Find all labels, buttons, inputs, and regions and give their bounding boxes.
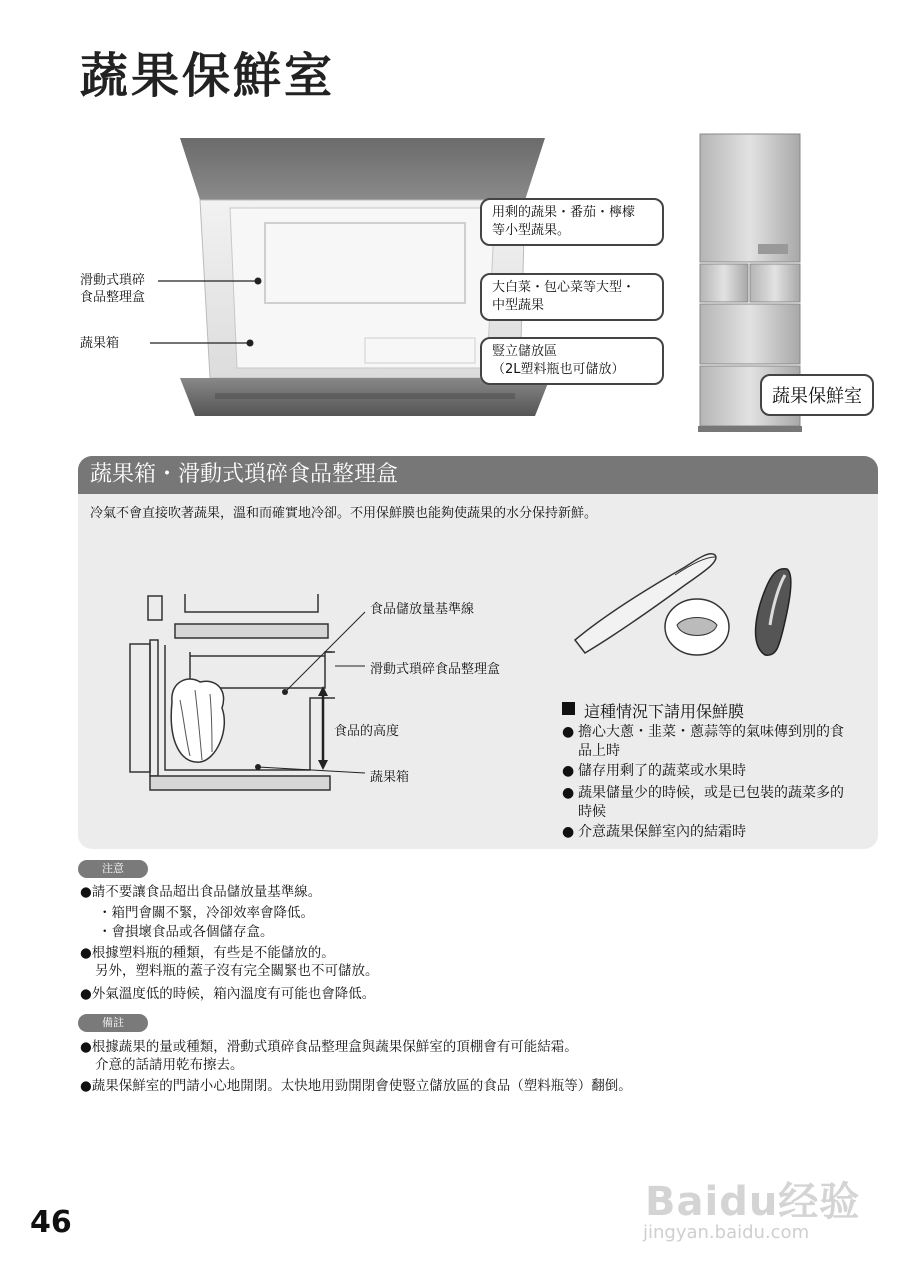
watermark-url: jingyan.baidu.com [643,1222,810,1243]
caution-line: ・箱門會關不緊，冷卻效率會降低。 [98,905,314,921]
watermark-brand: Baidu经验 [645,1179,861,1225]
caution-line: 另外，塑料瓶的蓋子沒有完全關緊也不可儲放。 [95,963,379,979]
wrap-item: ● 蔬果儲量少的時候，或是已包裝的蔬菜多的 時候 [562,785,844,820]
bullet-dot: ● [562,724,575,740]
remark-line: 介意的話請用乾布擦去。 [95,1057,244,1073]
fridge-compartment-label: 蔬果保鮮室 [760,374,874,416]
label-baseline: 食品儲放量基準線 [370,602,475,617]
section-title: 蔬果箱・滑動式瑣碎食品整理盒 [78,456,878,494]
label-food-height: 食品的高度 [334,724,400,739]
remark-line: ●蔬果保鮮室的門請小心地開閉。太快地用勁開閉會使豎立儲放區的食品（塑料瓶等）翻倒。 [80,1078,632,1094]
page-title: 蔬果保鮮室 [80,48,336,104]
callout-large-produce: 大白菜・包心菜等大型・ 中型蔬果 [480,273,664,321]
photo-leader-lines [150,270,270,360]
label-tray: 滑動式瑣碎食品整理盒 [370,662,501,677]
caution-line: ●外氣溫度低的時候，箱內溫度有可能也會降低。 [80,986,376,1002]
caution-line: ・會損壞食品或各個儲存盒。 [98,924,274,940]
label-box: 蔬果箱 [370,770,410,785]
wrap-item: ● 擔心大蔥・韭菜・蔥蒜等的氣味傳到別的食 品上時 [562,724,844,759]
callout-upright-storage: 豎立儲放區 （2L塑料瓶也可儲放） [480,337,664,385]
remark-line: ●根據蔬果的量或種類，滑動式瑣碎食品整理盒與蔬果保鮮室的頂棚會有可能結霜。 [80,1039,578,1055]
wrap-heading: 這種情況下請用保鮮膜 [584,702,745,721]
caution-line: ●根據塑料瓶的種類，有些是不能儲放的。 [80,945,335,961]
callout-small-produce: 用剩的蔬果・番茄・檸檬 等小型蔬果。 [480,198,664,246]
wrap-item: ● 介意蔬果保鮮室內的結霜時 [562,824,746,840]
bullet-dot: ● [562,785,575,801]
label-sliding-tray: 滑動式瑣碎 食品整理盒 [80,273,146,305]
cross-section-diagram [120,590,380,800]
wrap-heading-square [562,702,575,715]
caution-line: ●請不要讓食品超出食品儲放量基準線。 [80,884,322,900]
wrap-item: ● 儲存用剩了的蔬菜或水果時 [562,763,746,779]
bullet-dot: ● [562,763,575,779]
page-number: 46 [30,1205,72,1240]
vegetables-illustration [565,545,805,670]
label-vegetable-box: 蔬果箱 [80,336,120,351]
remark-badge: 備註 [78,1014,148,1032]
caution-badge: 注意 [78,860,148,878]
section-intro: 冷氣不會直接吹著蔬果，溫和而確實地冷卻。不用保鮮膜也能夠使蔬果的水分保持新鮮。 [90,506,598,521]
bullet-dot: ● [562,824,575,840]
